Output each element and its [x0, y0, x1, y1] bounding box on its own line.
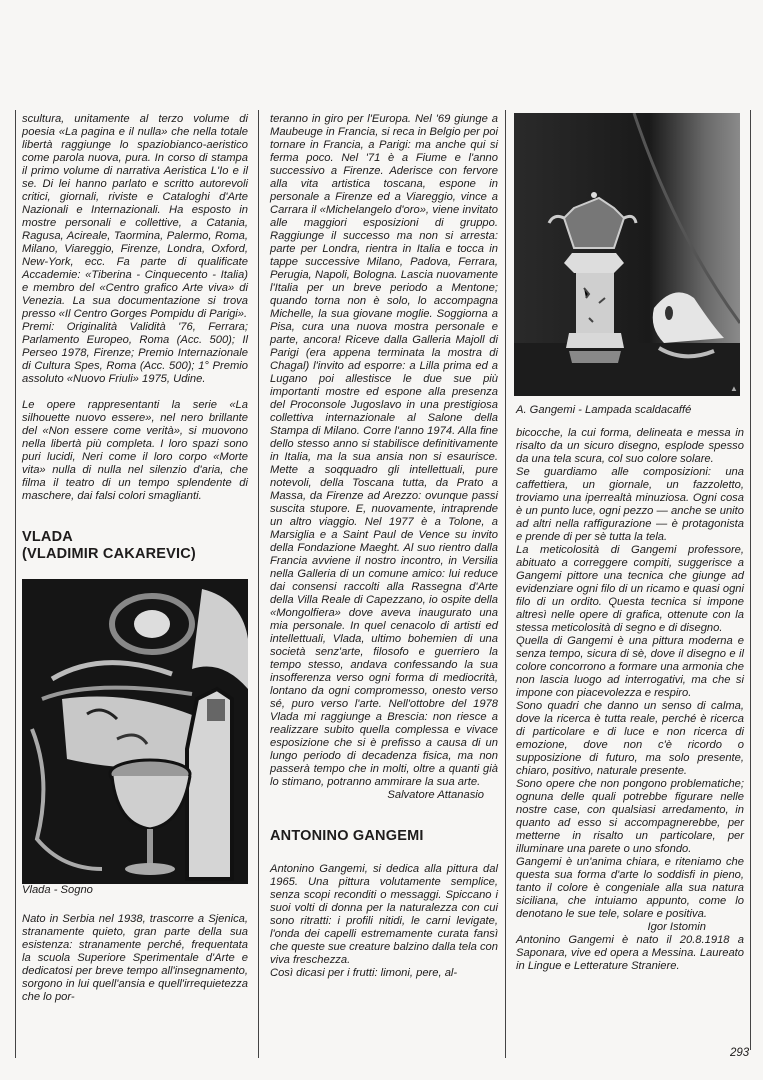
column-rule-left: [15, 110, 16, 1058]
body-paragraph: Sono opere che non pongono problematiche; ognuna delle quali potrebbe figurare nelle nostre case, con qualsiasi arredamento, in quanto ad esso si accompagnerebbe, per metterne in risalto un particolare, per illuminare una parete o uno sfondo.: [516, 778, 744, 855]
body-paragraph: Se guardiamo alle composizioni: una caffettiera, un giornale, un fazzoletto, troviamo una iperrealtà minuziosa. Ogni cosa è un punto luce, ogni pezzo — anche se unito ad altri nella raffigurazione — è protagonista e prende di per sè tutta la tela.: [516, 466, 744, 543]
painting-lampada-scaldacaffe: [514, 113, 740, 396]
body-paragraph: Gangemi è un'anima chiara, e riteniamo che questa sua forma d'arte lo soddisfi in pieno, tanto il colore è congeniale alla sua natura siciliana, che intuiamo appunto, come lo denotano le sue tele, solare e positiva.: [516, 856, 744, 920]
body-paragraph: scultura, unitamente al terzo volume di poesia «La pagina e il nulla» che nella totale libertà raggiunge lo spaziobianco-aeristico come parola nuova, pura. In corso di stampa il primo volume di narrativa Aeristica L'Io e il se. Di lei hanno parlato e scritto autorevoli critici, giornali, riviste e Cataloghi d'Arte Nazionali e Internazionali. Ha esposto in mostre personali e collettive, a Catania, Ragusa, Acireale, Taormina, Palermo, Roma, Milano, Viareggio, Firenze, Londra, Oxford, New-York, ecc. Fa parte di qualificate Accademie: «Tiberina - Cinquecento - Italia) e membro del «Centro grafico Arte viva» di Venezia. La sua documentazione si trova presso «Il Centro Gorges Pompidu di Parigi».: [22, 113, 248, 320]
body-paragraph: Antonino Gangemi è nato il 20.8.1918 a Saponara, vive ed opera a Messina. Laureato in Lingue e Letterature Straniere.: [516, 934, 744, 972]
author-signature: Igor Istomin: [647, 921, 706, 933]
section-heading-vlada: [22, 529, 248, 563]
column-rule-right: [750, 110, 751, 1050]
painting-image: [514, 113, 740, 396]
body-paragraph: Antonino Gangemi, si dedica alla pittura dal 1965. Una pittura volutamente semplice, senza scopi reconditi o messaggi. Spiccano i suoi volti di donna per la naturalezza con cui sono ritratti: i profili nitidi, le carni levigate, l'onda dei capelli estremamente curata fansì che queste sue creature balzino dalla tela con viva freschezza.: [270, 863, 498, 966]
column-3: [516, 113, 744, 973]
body-paragraph: Nato in Serbia nel 1938, trascorre a Sjenica, stranamente quieto, gran parte della sua esistenza: stranamente perché, frequentata la scuola Superiore Sperimentale d'Arte e dedicatosi per breve tempo all'insegnamento, sorgono in lui quell'ansia e quell'irrequietezza che lo por-: [22, 913, 248, 1003]
body-paragraph: Le opere rappresentanti la serie «La silhouette nuovo essere», nel nero brillante del «Non essere come verità», si muovono nella libertà più completa. I loro spazi sono puri lucidi, Neri come il loro corpo «Morte vita» nulla di nulla nel silenzio d'aria, che filma il teatro di un tempo splendente di maschere, dai falsi colori smaglianti.: [22, 399, 248, 502]
awards-paragraph: Premi: Originalità Validità '76, Ferrara; Parlamento Europeo, Roma (Acc. 500); Il Perseo 1978, Firenze; Premio Internazionale di Cultura Spes, Roma (Acc. 500); 1° Premio assoluto «Nuovo Friuli» 1975, Udine.: [22, 321, 248, 385]
figure-caption: Vlada - Sogno: [22, 884, 93, 896]
body-paragraph: Quella di Gangemi è una pittura moderna e senza tempo, sicura di sè, dove il disegno e il colore concorrono a formare una armonia che non lascia luogo ad interrogativi, ma che si impone con piacevolezza e respiro.: [516, 635, 744, 699]
heading-line: (VLADIMIR CAKAREVIC): [22, 546, 196, 562]
figure-caption: A. Gangemi - Lampada scaldacaffé: [516, 404, 692, 416]
body-paragraph: bicocche, la cui forma, delineata e messa in risalto da un sicuro disegno, esplode spesso da una tela scura, col suo colore solare.: [516, 427, 744, 465]
painting-vlada-sogno: [22, 579, 248, 884]
section-heading-gangemi: ANTONINO GANGEMI: [270, 828, 424, 844]
column-2: [270, 113, 498, 980]
page-number: 293: [730, 1047, 750, 1059]
svg-text:▲: ▲: [730, 384, 738, 393]
column-1: [22, 113, 248, 1004]
column-rule-middle-left: [258, 110, 259, 1058]
body-paragraph: teranno in giro per l'Europa. Nel '69 giunge a Maubeuge in Francia, si reca in Belgio per poi tornare in Francia, a Parigi: ma anche qui si ferma poco. Nel '71 è a Fiume e l'anno successivo a Firenze. Aderisce con fervore alla vita artistica toscana, espone in personale a Firenze ed a Viareggio, vince a Carrara il «Michelangelo d'oro», viene invitato alle maggiori esposizioni di gruppo. Raggiunge il successo ma non si arresta: parte per Londra, rientra in Italia e tocca in tappe successive Milano, Padova, Ferrara, Perugia, Napoli, Bologna. Lascia nuovamente l'Italia per un breve periodo a Mentone; quando torna non è solo, lo accompagna Michelle, la sua giovane moglie. Soggiorna a Pisa, cura una nuova mostra personale e parte, ancora! Riceve dalla Galleria Majoll di Parigi (era appena terminata la mostra di Chagal) l'invito ad esporre: a Lilla prima ed a Lugano poi allestisce le due sue più importanti mostre ed espone alla presenza del Proconsole Jugoslavo in una prestigiosa collettiva internazionale al Salone della Stampa di Milano. Corre l'anno 1974. Alla fine dello stesso anno si stabilisce definitivamente in Italia, ma la sua ansia non si esaurisce. Mette a soqquadro gli intellettuali, pure notevoli, della Toscana tutta, da Prato a Massa, da Firenze ad Arezzo: ovunque passi suscita stupore. E, nuovamente, intraprende un altro viaggio. Nel 1977 è a Tolone, a Marsiglia e a Saint Paul de Vence su invito della Fondazione Maeght. Al suo rientro dalla Francia avviene il nostro incontro, in Versilia nella Galleria di un comune amico: lui reduce dai consensi raccolti alla Rassegna d'Arte della Villa Reale di Capezzano, io ospite della «Mongolfiera» dove aveva inaugurato una mia personale. In quel cenacolo di artisti ed intellettuali, Vlada, ultimo bohemien di una società senz'arte, filosofo e guerriero la tempo stesso, andava confessando la sua insofferenza verso ogni forma di mediocrità, lontano da ogni compromesso, onesto verso sé, puro verso l'arte. Nell'ottobre del 1978 Vlada mi raggiunge a Brescia: non riesce a realizzare subito quella complessa e vivace esposizione che si è prefisso a causa di un lungo periodo di decadenza fisica, ma non passerà tempo che in molti, oltre a quanti già lo stimano, potranno ammirare la sua arte.: [270, 113, 498, 788]
column-rule-middle-right: [505, 110, 506, 1058]
painting-image: [22, 579, 248, 884]
body-paragraph: La meticolosità di Gangemi professore, abituato a correggere compiti, suggerisce a Gangemi pittore una tecnica che giunge ad evidenziare ogni filo di un ricamo e quasi ogni filo di un ordito. Questa tecnica si impone altresì nelle opere di grafica, ottenute con la stessa meticolosità di segno e di disegno.: [516, 544, 744, 634]
body-paragraph: Sono quadri che danno un senso di calma, dove la ricerca è tutta reale, perché è ricerca di particolare e di luce e non ricerca di emozione, dove non c'è ricordo o supposizione di futuro, ma solo presente, chiaro, positivo, naturale presente.: [516, 700, 744, 777]
heading-line: VLADA: [22, 529, 73, 545]
author-signature: Salvatore Attanasio: [387, 789, 484, 801]
body-paragraph: Così dicasi per i frutti: limoni, pere, al-: [270, 967, 458, 979]
